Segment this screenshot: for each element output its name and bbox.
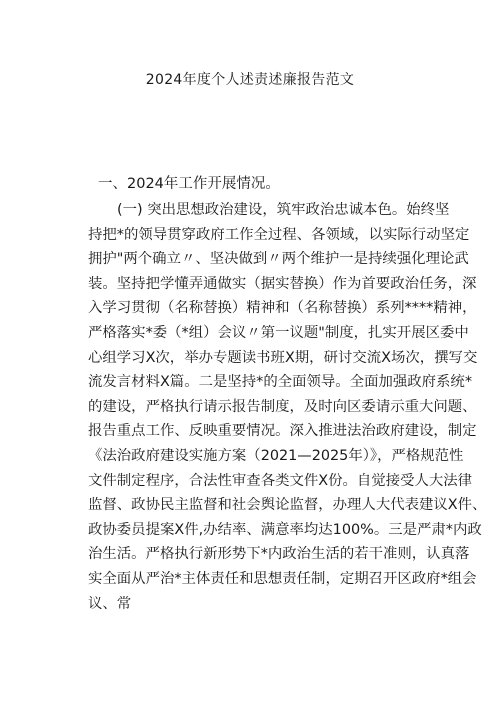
document-title: 2024年度个人述责述廉报告范文 [145, 72, 355, 88]
paragraph-line: 拥护"两个确立〃、坚决做到〃两个维护一是持续强化理论武 [88, 251, 469, 268]
paragraph-line: 持把*的领导贯穿政府工作全过程、各领域，以实际行动坚定 [88, 226, 470, 243]
paragraph-line: 严格落实*委（*组）会议〃第一议题"制度，扎实开展区委中 [88, 324, 469, 341]
paragraph-line: 《法治政府建设实施方案（2021—2025年）》，严格规范性 [88, 447, 464, 464]
paragraph-line: 报告重点工作、反映重要情况。深入推进法治政府建设，制定 [88, 423, 477, 440]
paragraph-line: 文件制定程序，合法性审查各类文件X份。自觉接受人大法律 [88, 472, 473, 489]
section-heading: 一、2024年工作开展情况。 [98, 176, 280, 192]
body-paragraph [88, 198, 487, 616]
paragraph-line: 的建设，严格执行请示报告制度，及时向区委请示重大问题、 [88, 398, 477, 415]
paragraph-line: (一) 突出思想政治建设，筑牢政治忠诚本色。始终坚 [117, 202, 450, 218]
paragraph-line: 流发言材料X篇。二是坚持*的全面领导。全面加强政府系统* [88, 374, 473, 391]
paragraph-line: 监督、政协民主监督和社会舆论监督，办理人大代表建议X件、 [88, 497, 487, 514]
paragraph-line: 议、常 [88, 595, 132, 612]
paragraph-line: 政协委员提案X件,办结率、满意率均达100%。三是严肃*内政 [88, 521, 482, 538]
paragraph-line: 实全面从严治*主体责任和思想责任制，定期召开区政府*组会 [88, 570, 477, 587]
paragraph-line: 装。坚持把学懂弄通做实（据实替换）作为首要政治任务，深 [88, 275, 477, 292]
paragraph-line: 治生活。严格执行新形势下*内政治生活的若干准则，认真落 [88, 546, 470, 563]
paragraph-line: 入学习贯彻（名称替换）精神和（名称替换）系列****精神， [88, 300, 477, 317]
paragraph-line: 心组学习X次，举办专题读书班X期，研讨交流X场次，撰写交 [88, 349, 478, 366]
